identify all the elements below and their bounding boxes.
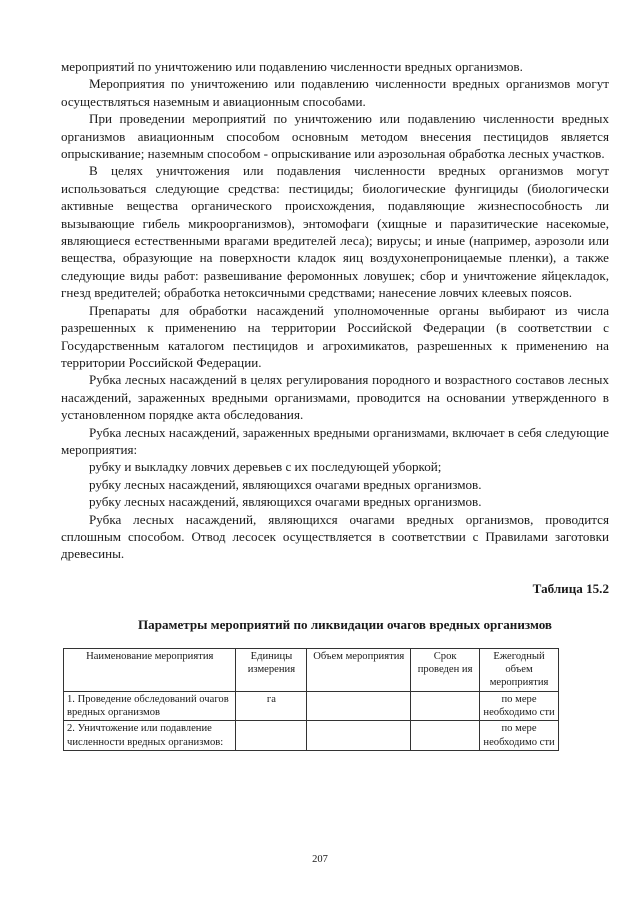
table-cell xyxy=(236,721,307,751)
table-title: Параметры мероприятий по ликвидации очагов вредных организмов xyxy=(137,616,552,632)
table-cell xyxy=(411,721,480,751)
table-row xyxy=(64,721,559,751)
paragraph: Препараты для обработки насаждений уполномоченные органы выбирают из числа разрешенных к применению на территории Российской Федерации (в соответствии с Государственным каталогом пестицидов и агрохимикатов, разрешенных к применению на территории Российской Федерации. xyxy=(61,302,609,370)
table-cell: 2. Уничтожение или подавление численности вредных организмов: xyxy=(64,721,236,751)
paragraph: При проведении мероприятий по уничтожению или подавлению численности вредных организмов авиационным способом основным методом внесения пестицидов является опрыскивание; наземным способом - опрыскивание или аэрозольная обработка лесных участков. xyxy=(61,111,609,162)
table-cell xyxy=(307,691,411,721)
column-header: Единицы измерения xyxy=(236,648,307,691)
paragraph: Мероприятия по уничтожению или подавлению численности вредных организмов могут осуществляться наземным и авиационным способами. xyxy=(61,76,609,109)
table-cell: по мере необходимо сти xyxy=(480,691,559,721)
column-header: Ежегодный объем мероприятия xyxy=(480,648,559,691)
table-cell: по мере необходимо сти xyxy=(480,721,559,751)
paragraph: Рубка лесных насаждений, зараженных вредными организмами, включает в себя следующие мероприятия: xyxy=(61,424,609,457)
table-cell xyxy=(307,721,411,751)
paragraph: Рубка лесных насаждений в целях регулирования породного и возрастного составов лесных насаждений, зараженных вредными организмами, проводится на основании утвержденного в установленном порядке акта обследования. xyxy=(61,372,609,423)
paragraph: Рубка лесных насаждений, являющихся очагами вредных организмов, проводится сплошным способом. Отвод лесосек осуществляется в соответствии с Правилами заготовки древесины. xyxy=(61,511,609,562)
list-item: рубку лесных насаждений, являющихся очагами вредных организмов. xyxy=(89,494,482,510)
table-number: Таблица 15.2 xyxy=(532,580,609,596)
list-item: рубку и выкладку ловчих деревьев с их последующей уборкой; xyxy=(89,459,442,475)
paragraph-continuation: мероприятий по уничтожению или подавлению численности вредных организмов. xyxy=(61,59,523,74)
parameters-table xyxy=(63,648,559,751)
table-cell: га xyxy=(236,691,307,721)
column-header: Наименование мероприятия xyxy=(64,648,236,691)
document-page xyxy=(61,58,609,751)
list-item: рубку лесных насаждений, являющихся очагами вредных организмов. xyxy=(89,476,482,492)
column-header: Срок проведен ия xyxy=(411,648,480,691)
table-cell xyxy=(411,691,480,721)
table-row xyxy=(64,691,559,721)
table-header-row xyxy=(64,648,559,691)
column-header: Объем мероприятия xyxy=(307,648,411,691)
paragraph: В целях уничтожения или подавления численности вредных организмов могут использоваться следующие средства: пестициды; биологические фунгициды (биологически активные вещества органического происхождения, подавляющие жизнеспособность ли вызывающие гибель микроорганизмов), энтомофаги (хищные и паразитические насекомые, являющиеся естественными врагами вредителей леса); вирусы; и иные (например, аэрозоли или вещества, образующие на поверхности кладок яиц воздухонепроницаемые пленки), а также следующие виды работ: развешивание феромонных ловушек; сбор и уничтожение яйцекладок, гнезд вредителей; обработка нетоксичными средствами; нанесение ловчих клеевых поясов. xyxy=(61,163,609,301)
page-number: 207 xyxy=(312,854,328,865)
table-cell: 1. Проведение обследований очагов вредных организмов xyxy=(64,691,236,721)
